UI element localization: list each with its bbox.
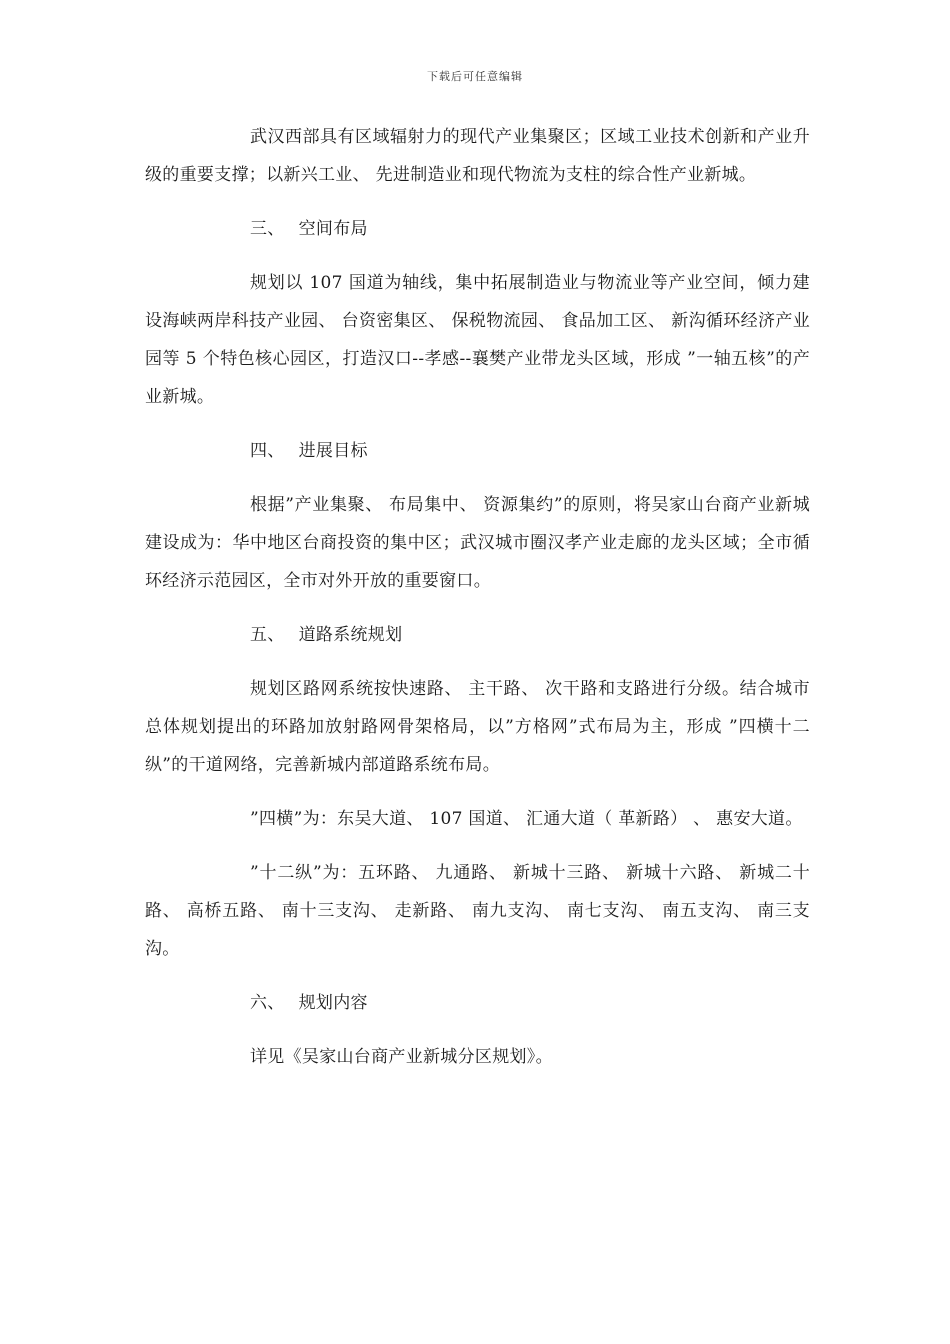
section-number: 三、 bbox=[250, 219, 285, 239]
document-body bbox=[145, 118, 810, 1092]
road-system-paragraph: 规划区路网系统按快速路、 主干路、 次干路和支路进行分级。结合城市总体规划提出的环路加放射路网骨架格局，以”方格网”式布局为主，形成 ”四横十二纵”的干道网络，完善新城内部道路系统布局。 bbox=[145, 679, 810, 775]
section-number: 六、 bbox=[250, 993, 285, 1013]
plan-content-paragraph: 详见《吴家山台商产业新城分区规划》。 bbox=[250, 1047, 553, 1067]
section-title: 空间布局 bbox=[298, 219, 368, 239]
section-heading-spatial-layout bbox=[145, 210, 810, 248]
development-goals-paragraph: 根据”产业集聚、 布局集中、 资源集约”的原则，将吴家山台商产业新城建设成为：华中地区台商投资的集中区；武汉城市圈汉孝产业走廊的龙头区域；全市循环经济示范园区，全市对外开放的重要窗口。 bbox=[145, 495, 810, 591]
vertical-roads-paragraph: ”十二纵”为：五环路、 九通路、 新城十三路、 新城十六路、 新城二十路、 高桥五路、 南十三支沟、 走新路、 南九支沟、 南七支沟、 南五支沟、 南三支沟。 bbox=[145, 863, 810, 959]
section-heading-road-system bbox=[145, 616, 810, 654]
spatial-layout-paragraph: 规划以 107 国道为轴线，集中拓展制造业与物流业等产业空间，倾力建设海峡两岸科技产业园、 台资密集区、 保税物流园、 食品加工区、 新沟循环经济产业园等 5 个特色核心园区，打造汉口--孝感--襄樊产业带龙头区域，形成 ”一轴五核”的产业新城。 bbox=[145, 273, 810, 407]
horizontal-roads-paragraph: ”四横”为：东吴大道、 107 国道、 汇通大道（ 革新路） 、 惠安大道。 bbox=[250, 809, 803, 829]
section-heading-plan-content bbox=[145, 984, 810, 1022]
section-heading-development-goals bbox=[145, 432, 810, 470]
section-title: 道路系统规划 bbox=[298, 625, 403, 645]
intro-paragraph: 武汉西部具有区域辐射力的现代产业集聚区；区域工业技术创新和产业升级的重要支撑；以新兴工业、 先进制造业和现代物流为支柱的综合性产业新城。 bbox=[145, 127, 810, 185]
section-title: 进展目标 bbox=[298, 441, 368, 461]
section-title: 规划内容 bbox=[298, 993, 368, 1013]
page-header: 下载后可任意编辑 bbox=[427, 70, 523, 83]
section-number: 四、 bbox=[250, 441, 285, 461]
section-number: 五、 bbox=[250, 625, 285, 645]
